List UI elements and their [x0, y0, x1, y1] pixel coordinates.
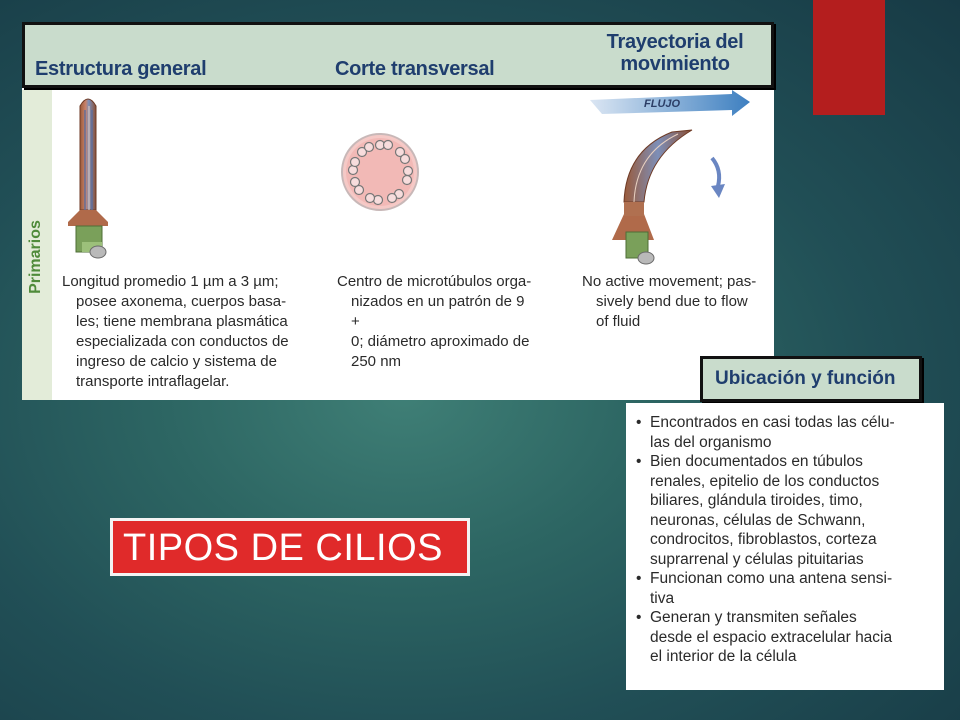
table-header: [22, 22, 774, 88]
flow-label: FLUJO: [644, 98, 681, 110]
header-cross-section: Corte transversal: [335, 58, 495, 80]
general-structure-description: Longitud promedio 1 µm a 3 µm; posee axonema, cuerpos basa- les; tiene membrana plasmática especializada con conductos de ingreso de calcio y sistema de transporte intraflagelar.: [62, 273, 289, 390]
movement-path-illustration: [582, 90, 762, 268]
accent-bar: [813, 0, 885, 115]
row-label-primary: Primarios: [27, 220, 44, 294]
list-item: • Funcionan como una antena sensi- tiva: [636, 569, 938, 608]
header-movement-path: Trayectoria del movimiento: [606, 31, 744, 75]
list-item: • Encontrados en casi todas las célu- las del organismo: [636, 413, 938, 452]
location-function-panel: [626, 403, 944, 690]
cilia-table-image: [22, 22, 774, 400]
cross-section-illustration: [340, 130, 420, 214]
header-general-structure: Estructura general: [35, 58, 207, 80]
cilium-structure-illustration: [60, 92, 120, 264]
cross-section-description: Centro de microtúbulos orga- nizados en un patrón de 9 + 0; diámetro aproximado de 250 nm: [337, 273, 532, 370]
location-function-header: Ubicación y función: [700, 356, 922, 402]
location-function-list: [636, 413, 938, 667]
list-item: • Bien documentados en túbulos renales, epitelio de los conductos biliares, glándula tiroides, timo, neuronas, células de Schwann, condrocitos, fibroblastos, corteza suprarrenal y células pituitarias: [636, 452, 938, 569]
slide-title: TIPOS DE CILIOS: [110, 518, 470, 576]
movement-path-description: No active movement; pas- sively bend due to flow of fluid: [582, 273, 757, 330]
list-item: • Generan y transmiten señales desde el espacio extracelular hacia el interior de la célula: [636, 608, 938, 667]
